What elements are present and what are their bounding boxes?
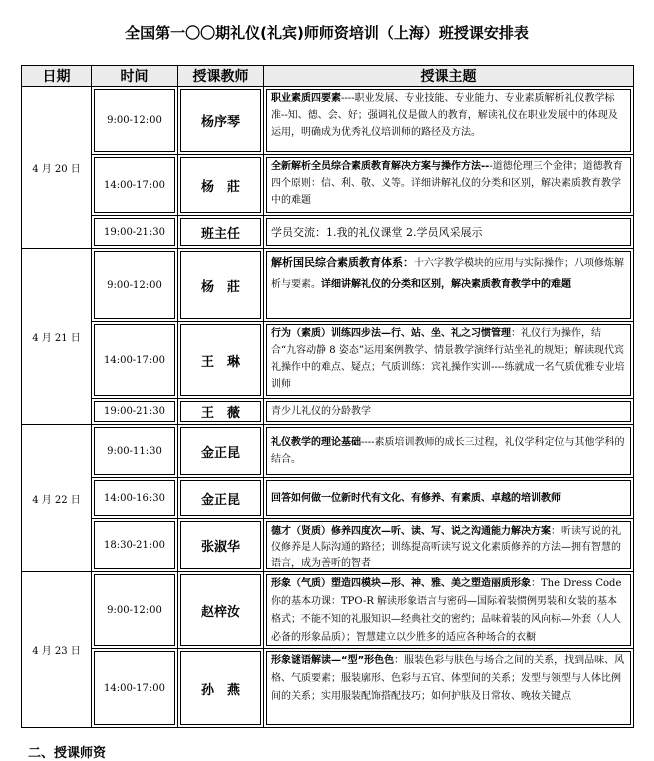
topic-text: ：听读写说的礼仪修养是人际沟通的路径；训练提高听读写说文化素质修养的方法—拥有智慧的语言，成为善听的智者 — [271, 526, 621, 569]
header-topic: 授课主题 — [264, 66, 634, 87]
teacher-cell: 王 薇 — [180, 401, 261, 422]
topic-text: 学员交流：1.我的礼仪课堂 2.学员风采展示 — [271, 225, 483, 239]
section-heading-footer: 二、授课师资 — [28, 746, 107, 761]
date-cell: 4 月 22 日 — [22, 425, 92, 572]
teacher-cell: 金正昆 — [180, 427, 261, 475]
topic-cell — [266, 324, 631, 396]
topic-bold: 职业素质四要素 — [271, 93, 341, 104]
topic-cell — [266, 521, 631, 569]
table-row — [22, 216, 634, 249]
table-row — [22, 519, 634, 572]
time-cell: 9:00-11:30 — [94, 427, 175, 475]
topic-bold: 德才（贤质）修养四度次—听、读、写、说之沟通能力解决方案 — [271, 526, 551, 537]
time-cell: 9:00-12:00 — [94, 574, 175, 646]
topic-bold: 行为（素质）训练四步法—行、站、坐、礼之习惯管理 — [271, 328, 511, 339]
time-cell: 9:00-12:00 — [94, 89, 175, 152]
table-row — [22, 87, 634, 155]
topic-text: ：礼仪行为操作，结合“九容动静 8 姿态”运用案例教学、情景教学演绎行站坐礼的规矩；解读现代宾礼操作中的难点、疑点；气质训练：宾礼操作实训----练就成一名气质优雅专业培训师 — [271, 328, 625, 390]
topic-bold-2: 详细讲解礼仪的分类和区别，解决素质教育教学中的难题 — [321, 279, 571, 290]
topic-text: ----职业发展、专业技能、专业能力、专业素质解析礼仪教学标准--知、德、会、好；强调礼仪是做人的教育，解读礼仪在职业发展中的体现及运用，明确成为优秀礼仪培训师的路径及方法。 — [271, 93, 618, 138]
time-cell: 18:30-21:00 — [94, 521, 175, 569]
time-cell: 9:00-12:00 — [94, 251, 175, 319]
time-cell: 14:00-17:00 — [94, 157, 175, 213]
topic-text: ----素质培训教师的成长三过程，礼仪学科定位与其他学科的结合。 — [271, 437, 625, 465]
teacher-cell: 金正昆 — [180, 480, 261, 516]
topic-text: 青少儿礼仪的分龄教学 — [271, 406, 371, 417]
table-row — [22, 478, 634, 519]
header-time: 时间 — [92, 66, 178, 87]
table-header-row — [22, 66, 634, 87]
topic-bold: 回答如何做一位新时代有文化、有修养、有素质、卓越的培训教师 — [271, 492, 561, 504]
table-row — [22, 425, 634, 478]
topic-cell — [266, 427, 631, 475]
date-cell: 4 月 20 日 — [22, 87, 92, 249]
header-teacher: 授课教师 — [178, 66, 264, 87]
topic-bold: 礼仪教学的理论基础 — [271, 437, 361, 448]
time-cell: 14:00-17:00 — [94, 651, 175, 725]
teacher-cell: 杨 莊 — [180, 251, 261, 319]
time-cell: 19:00-21:30 — [94, 218, 175, 246]
teacher-cell: 班主任 — [180, 218, 261, 246]
topic-bold: 形象（气质）塑造四模块—形、神、雅、美之塑造丽质形象 — [271, 578, 531, 589]
teacher-cell: 赵梓汝 — [180, 574, 261, 646]
teacher-cell: 杨序琴 — [180, 89, 261, 152]
topic-text: -道德伦理三个金律；道德教育四个原则：信、利、敬、义等。详细讲解礼仪的分类和区别，解决素质教育教学中的难题 — [271, 161, 623, 206]
topic-bold: 全新解析全员综合素质教育解决方案与操作方法-- — [271, 161, 490, 172]
time-cell: 19:00-21:30 — [94, 401, 175, 422]
topic-text: ：服装色彩与肤色与场合之间的关系，找到品味、风格、气质要素；服装廓形、色彩与五官、体型间的关系；发型与领型与人体比例间的关系；实用服装配饰搭配技巧；如何护肤及日常妆、晚妆关键点 — [271, 655, 625, 702]
date-cell: 4 月 23 日 — [22, 572, 92, 728]
topic-cell — [266, 251, 631, 319]
teacher-cell: 孙 燕 — [180, 651, 261, 725]
table-row — [22, 572, 634, 649]
topic-text: ：The Dress Code 你的基本功课：TPO-R 解读形象语言与密码—国际着装惯例男装和女装的基本格式；不能不知的礼服知识—经典社交的密约；品味着装的风向标—外套（人人必备的形象品质）；智慧建立以少胜多的适应各种场合的衣橱 — [271, 578, 622, 643]
topic-cell — [266, 218, 631, 246]
topic-cell — [266, 89, 631, 152]
topic-cell — [266, 574, 631, 646]
table-row — [22, 155, 634, 216]
time-cell: 14:00-16:30 — [94, 480, 175, 516]
topic-text: 十六字教学模块的应用与实际操作；八项修炼解析与要素。 — [271, 258, 624, 290]
topic-cell — [266, 401, 631, 422]
teacher-cell: 张淑华 — [180, 521, 261, 569]
page-title: 全国第一〇〇期礼仪(礼宾)师师资培训（上海）班授课安排表 — [125, 24, 529, 42]
teacher-cell: 王 琳 — [180, 324, 261, 396]
time-cell: 14:00-17:00 — [94, 324, 175, 396]
table-row — [22, 399, 634, 425]
teacher-cell: 杨 莊 — [180, 157, 261, 213]
schedule-table — [21, 65, 634, 728]
table-row — [22, 649, 634, 728]
table-row — [22, 249, 634, 322]
topic-cell — [266, 651, 631, 725]
topic-bold: 形象谜语解读—“型”形色色 — [271, 655, 395, 666]
topic-cell — [266, 157, 631, 213]
topic-cell — [266, 480, 631, 516]
table-row — [22, 322, 634, 399]
topic-line — [271, 434, 626, 468]
topic-bold: 解析国民综合素质教育体系： — [271, 256, 414, 269]
date-cell: 4 月 21 日 — [22, 249, 92, 425]
header-date: 日期 — [22, 66, 92, 87]
